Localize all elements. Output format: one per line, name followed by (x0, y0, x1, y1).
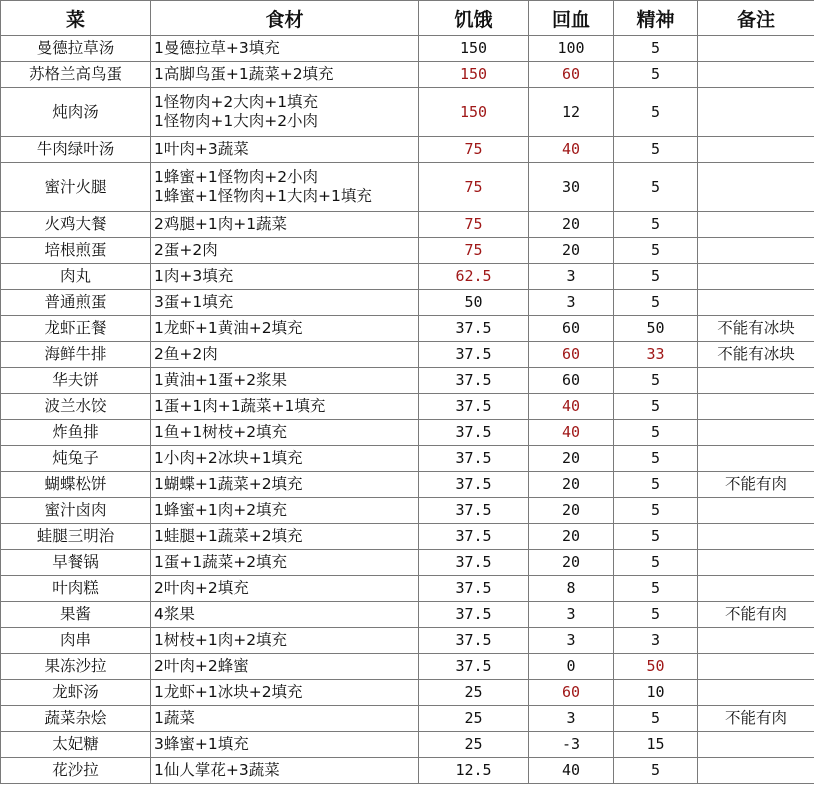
hunger-cell: 37.5 (419, 602, 529, 628)
sanity-cell: 5 (614, 368, 698, 394)
hunger-cell: 62.5 (419, 264, 529, 290)
dish-name-cell: 培根煎蛋 (1, 238, 151, 264)
note-cell (698, 576, 814, 602)
table-row (1, 238, 814, 264)
sanity-cell: 5 (614, 498, 698, 524)
health-cell: 20 (529, 446, 614, 472)
hunger-cell: 25 (419, 706, 529, 732)
ingredients-cell (151, 368, 419, 394)
health-cell: 20 (529, 550, 614, 576)
note-cell: 不能有肉 (698, 472, 814, 498)
ingredient-line: 2鱼+2肉 (154, 345, 218, 363)
dish-name-cell: 蛙腿三明治 (1, 524, 151, 550)
ingredients-cell (151, 238, 419, 264)
dish-name-cell: 华夫饼 (1, 368, 151, 394)
table-row (1, 368, 814, 394)
table-row (1, 602, 814, 628)
sanity-cell: 10 (614, 680, 698, 706)
ingredients-cell (151, 420, 419, 446)
table-row (1, 394, 814, 420)
ingredient-line: 3蜂蜜+1填充 (154, 735, 249, 753)
health-cell: 20 (529, 472, 614, 498)
health-cell: 3 (529, 264, 614, 290)
ingredient-line: 1龙虾+1冰块+2填充 (154, 683, 303, 701)
header-row (1, 1, 814, 36)
ingredient-line: 1叶肉+3蔬菜 (154, 140, 249, 158)
table-row (1, 576, 814, 602)
sanity-cell: 5 (614, 550, 698, 576)
table-row (1, 680, 814, 706)
ingredients-cell (151, 628, 419, 654)
note-cell: 不能有冰块 (698, 316, 814, 342)
sanity-cell: 5 (614, 238, 698, 264)
hunger-cell: 75 (419, 238, 529, 264)
ingredients-cell (151, 446, 419, 472)
ingredient-line: 1肉+3填充 (154, 267, 234, 285)
health-cell: -3 (529, 732, 614, 758)
health-cell: 40 (529, 758, 614, 784)
dish-name-cell: 曼德拉草汤 (1, 36, 151, 62)
ingredients-cell (151, 706, 419, 732)
health-cell: 30 (529, 163, 614, 212)
dish-name-cell: 龙虾正餐 (1, 316, 151, 342)
table-row (1, 316, 814, 342)
health-cell: 40 (529, 394, 614, 420)
ingredient-line: 3蛋+1填充 (154, 293, 234, 311)
ingredients-cell (151, 758, 419, 784)
health-cell: 3 (529, 290, 614, 316)
ingredient-line: 1蛙腿+1蔬菜+2填充 (154, 527, 303, 545)
note-cell: 不能有肉 (698, 602, 814, 628)
dish-name-cell: 肉丸 (1, 264, 151, 290)
sanity-cell: 50 (614, 654, 698, 680)
dish-name-cell: 龙虾汤 (1, 680, 151, 706)
hunger-cell: 25 (419, 680, 529, 706)
header-hunger: 饥饿 (419, 1, 529, 36)
health-cell: 3 (529, 628, 614, 654)
hunger-cell: 25 (419, 732, 529, 758)
dish-name-cell: 苏格兰高鸟蛋 (1, 62, 151, 88)
hunger-cell: 37.5 (419, 654, 529, 680)
note-cell (698, 137, 814, 163)
sanity-cell: 5 (614, 706, 698, 732)
header-ingredients: 食材 (151, 1, 419, 36)
dish-name-cell: 肉串 (1, 628, 151, 654)
hunger-cell: 50 (419, 290, 529, 316)
health-cell: 60 (529, 368, 614, 394)
hunger-cell: 37.5 (419, 342, 529, 368)
ingredient-line: 1鱼+1树枝+2填充 (154, 423, 288, 441)
note-cell (698, 62, 814, 88)
note-cell (698, 163, 814, 212)
note-cell (698, 394, 814, 420)
table-row (1, 420, 814, 446)
note-cell (698, 368, 814, 394)
health-cell: 20 (529, 238, 614, 264)
table-row (1, 36, 814, 62)
note-cell (698, 758, 814, 784)
ingredient-line: 2叶肉+2蜂蜜 (154, 657, 249, 675)
ingredient-line: 1树枝+1肉+2填充 (154, 631, 288, 649)
hunger-cell: 150 (419, 62, 529, 88)
dish-name-cell: 炸鱼排 (1, 420, 151, 446)
dish-name-cell: 蜜汁卤肉 (1, 498, 151, 524)
dish-name-cell: 波兰水饺 (1, 394, 151, 420)
ingredient-line: 2鸡腿+1肉+1蔬菜 (154, 215, 288, 233)
table-row (1, 446, 814, 472)
ingredients-cell (151, 550, 419, 576)
ingredient-line: 1蝴蝶+1蔬菜+2填充 (154, 475, 303, 493)
dish-name-cell: 果酱 (1, 602, 151, 628)
ingredients-cell (151, 88, 419, 137)
hunger-cell: 37.5 (419, 316, 529, 342)
dish-name-cell: 果冻沙拉 (1, 654, 151, 680)
note-cell (698, 524, 814, 550)
health-cell: 0 (529, 654, 614, 680)
note-cell (698, 498, 814, 524)
hunger-cell: 37.5 (419, 472, 529, 498)
ingredient-line: 1蛋+1肉+1蔬菜+1填充 (154, 397, 326, 415)
sanity-cell: 5 (614, 576, 698, 602)
ingredients-cell (151, 137, 419, 163)
hunger-cell: 75 (419, 137, 529, 163)
ingredient-line: 1小肉+2冰块+1填充 (154, 449, 303, 467)
note-cell (698, 420, 814, 446)
table-row (1, 290, 814, 316)
table-row (1, 342, 814, 368)
ingredient-line: 1黄油+1蛋+2浆果 (154, 371, 288, 389)
health-cell: 3 (529, 602, 614, 628)
ingredient-line: 4浆果 (154, 605, 195, 623)
table-row (1, 706, 814, 732)
note-cell (698, 628, 814, 654)
dish-name-cell: 牛肉绿叶汤 (1, 137, 151, 163)
table-row (1, 524, 814, 550)
ingredients-cell (151, 163, 419, 212)
note-cell: 不能有肉 (698, 706, 814, 732)
dish-name-cell: 叶肉糕 (1, 576, 151, 602)
sanity-cell: 5 (614, 264, 698, 290)
hunger-cell: 75 (419, 212, 529, 238)
ingredient-line: 1蛋+1蔬菜+2填充 (154, 553, 288, 571)
ingredient-line: 1高脚鸟蛋+1蔬菜+2填充 (154, 65, 334, 83)
sanity-cell: 33 (614, 342, 698, 368)
sanity-cell: 5 (614, 420, 698, 446)
dish-name-cell: 早餐锅 (1, 550, 151, 576)
sanity-cell: 50 (614, 316, 698, 342)
hunger-cell: 37.5 (419, 524, 529, 550)
sanity-cell: 5 (614, 602, 698, 628)
note-cell (698, 732, 814, 758)
health-cell: 40 (529, 137, 614, 163)
note-cell (698, 36, 814, 62)
sanity-cell: 5 (614, 446, 698, 472)
header-health: 回血 (529, 1, 614, 36)
dish-name-cell: 蜜汁火腿 (1, 163, 151, 212)
hunger-cell: 37.5 (419, 394, 529, 420)
ingredients-cell (151, 290, 419, 316)
sanity-cell: 5 (614, 36, 698, 62)
hunger-cell: 37.5 (419, 576, 529, 602)
ingredients-cell (151, 394, 419, 420)
table-row (1, 62, 814, 88)
hunger-cell: 37.5 (419, 368, 529, 394)
ingredient-line: 2蛋+2肉 (154, 241, 218, 259)
health-cell: 60 (529, 680, 614, 706)
ingredients-cell (151, 62, 419, 88)
health-cell: 40 (529, 420, 614, 446)
ingredients-cell (151, 680, 419, 706)
ingredient-line: 1蜂蜜+1怪物肉+1大肉+1填充 (154, 187, 372, 205)
dish-name-cell: 火鸡大餐 (1, 212, 151, 238)
hunger-cell: 150 (419, 88, 529, 137)
ingredient-line: 1龙虾+1黄油+2填充 (154, 319, 303, 337)
ingredients-cell (151, 602, 419, 628)
note-cell (698, 88, 814, 137)
health-cell: 60 (529, 62, 614, 88)
note-cell: 不能有冰块 (698, 342, 814, 368)
table-row (1, 137, 814, 163)
health-cell: 12 (529, 88, 614, 137)
table-row (1, 550, 814, 576)
table-row (1, 88, 814, 137)
table-row (1, 472, 814, 498)
sanity-cell: 15 (614, 732, 698, 758)
hunger-cell: 75 (419, 163, 529, 212)
ingredients-cell (151, 316, 419, 342)
dish-name-cell: 炖兔子 (1, 446, 151, 472)
header-dish: 菜 (1, 1, 151, 36)
hunger-cell: 37.5 (419, 550, 529, 576)
sanity-cell: 5 (614, 758, 698, 784)
ingredient-line: 1蔬菜 (154, 709, 195, 727)
ingredients-cell (151, 524, 419, 550)
ingredients-cell (151, 732, 419, 758)
note-cell (698, 550, 814, 576)
ingredients-cell (151, 342, 419, 368)
ingredients-cell (151, 36, 419, 62)
ingredients-cell (151, 576, 419, 602)
sanity-cell: 3 (614, 628, 698, 654)
sanity-cell: 5 (614, 394, 698, 420)
health-cell: 100 (529, 36, 614, 62)
dish-name-cell: 普通煎蛋 (1, 290, 151, 316)
table-row (1, 212, 814, 238)
ingredient-line: 1怪物肉+1大肉+2小肉 (154, 112, 319, 130)
header-notes: 备注 (698, 1, 814, 36)
ingredients-cell (151, 498, 419, 524)
health-cell: 8 (529, 576, 614, 602)
dish-name-cell: 蝴蝶松饼 (1, 472, 151, 498)
note-cell (698, 654, 814, 680)
ingredient-line: 1怪物肉+2大肉+1填充 (154, 93, 319, 111)
note-cell (698, 680, 814, 706)
ingredient-line: 1蜂蜜+1怪物肉+2小肉 (154, 168, 319, 186)
ingredients-cell (151, 654, 419, 680)
sanity-cell: 5 (614, 163, 698, 212)
ingredient-line: 1曼德拉草+3填充 (154, 39, 280, 57)
sanity-cell: 5 (614, 524, 698, 550)
dish-name-cell: 花沙拉 (1, 758, 151, 784)
dish-name-cell: 炖肉汤 (1, 88, 151, 137)
note-cell (698, 290, 814, 316)
hunger-cell: 37.5 (419, 498, 529, 524)
table-row (1, 628, 814, 654)
table-row (1, 498, 814, 524)
health-cell: 60 (529, 342, 614, 368)
ingredient-line: 1蜂蜜+1肉+2填充 (154, 501, 288, 519)
sanity-cell: 5 (614, 212, 698, 238)
ingredients-cell (151, 264, 419, 290)
ingredient-line: 1仙人掌花+3蔬菜 (154, 761, 280, 779)
ingredient-line: 2叶肉+2填充 (154, 579, 249, 597)
ingredients-cell (151, 212, 419, 238)
sanity-cell: 5 (614, 290, 698, 316)
sanity-cell: 5 (614, 62, 698, 88)
hunger-cell: 150 (419, 36, 529, 62)
health-cell: 20 (529, 498, 614, 524)
note-cell (698, 264, 814, 290)
health-cell: 20 (529, 212, 614, 238)
health-cell: 60 (529, 316, 614, 342)
header-sanity: 精神 (614, 1, 698, 36)
note-cell (698, 212, 814, 238)
dish-name-cell: 蔬菜杂烩 (1, 706, 151, 732)
table-row (1, 654, 814, 680)
health-cell: 3 (529, 706, 614, 732)
hunger-cell: 37.5 (419, 628, 529, 654)
dish-name-cell: 太妃糖 (1, 732, 151, 758)
table-body (1, 36, 814, 784)
dish-name-cell: 海鲜牛排 (1, 342, 151, 368)
sanity-cell: 5 (614, 137, 698, 163)
hunger-cell: 12.5 (419, 758, 529, 784)
hunger-cell: 37.5 (419, 420, 529, 446)
table-row (1, 758, 814, 784)
sanity-cell: 5 (614, 472, 698, 498)
table-row (1, 163, 814, 212)
health-cell: 20 (529, 524, 614, 550)
note-cell (698, 238, 814, 264)
sanity-cell: 5 (614, 88, 698, 137)
table-row (1, 732, 814, 758)
ingredients-cell (151, 472, 419, 498)
hunger-cell: 37.5 (419, 446, 529, 472)
table-row (1, 264, 814, 290)
note-cell (698, 446, 814, 472)
